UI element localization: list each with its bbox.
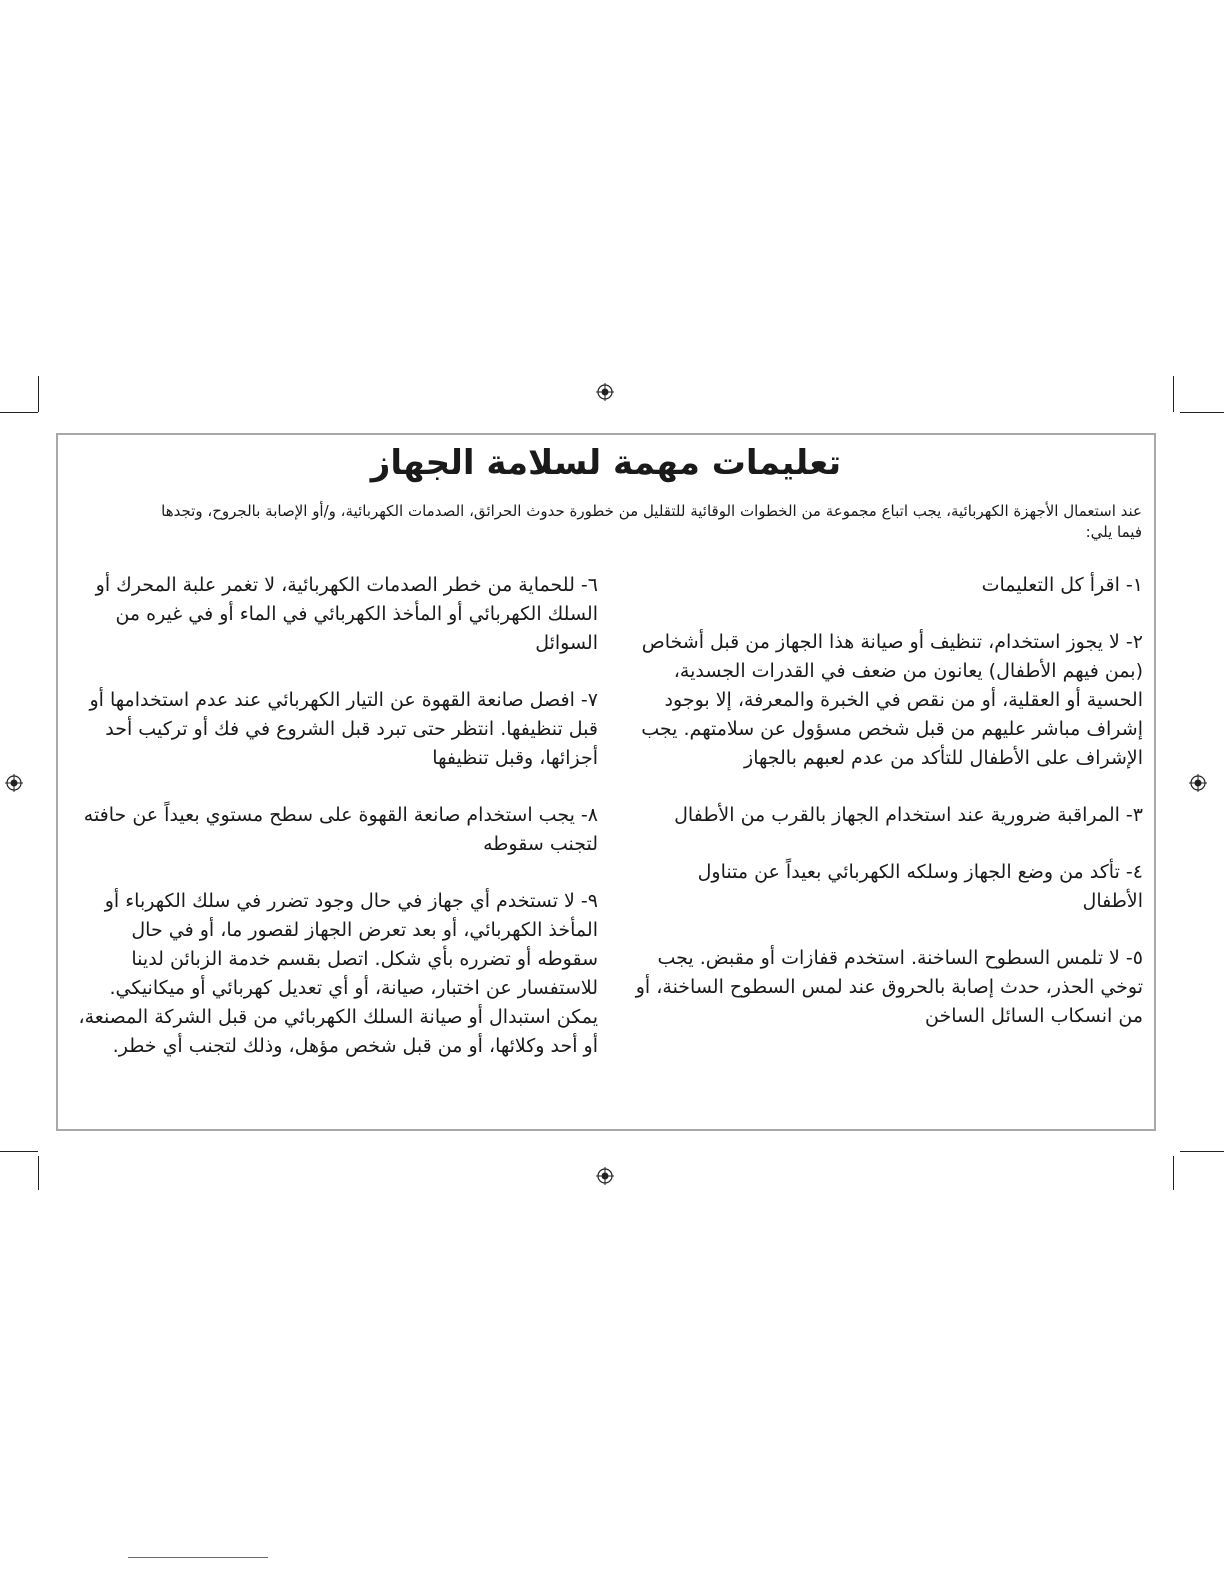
instruction-item: ٤- تأكد من وضع الجهاز وسلكه الكهربائي بعيداً عن متناول الأطفال — [697, 861, 1143, 912]
safety-instructions-panel — [56, 433, 1156, 1131]
instructions-column-left — [78, 571, 598, 1061]
registration-mark-icon — [5, 774, 23, 792]
instruction-item: ٨- يجب استخدام صانعة القهوة على سطح مستوي بعيداً عن حافته لتجنب سقوطه — [83, 804, 598, 855]
instruction-item: ٢- لا يجوز استخدام، تنظيف أو صيانة هذا الجهاز من قبل أشخاص (بمن فيهم الأطفال) يعانون من ضعف في القدرات الجسدية، الحسية أو العقلية، أو من نقص في الخبرة والمعرفة، إلا بوجود إشراف مباشر عليهم من قبل شخص مسؤول عن سلامتهم. يجب الإشراف على الأطفال للتأكد من عدم لعبهم بالجهاز — [641, 631, 1143, 769]
instruction-item: ٧- افصل صانعة القهوة عن التيار الكهربائي عند عدم استخدامها أو قبل تنظيفها. انتظر حتى تبرد قبل الشروع في فك أو تركيب أحد أجزائها، وقبل تنظيفها — [89, 689, 598, 769]
crop-mark — [0, 1151, 38, 1152]
instructions-column-right — [633, 571, 1143, 1031]
crop-mark — [38, 1156, 39, 1190]
footer-rule — [128, 1557, 268, 1558]
crop-mark — [1180, 1151, 1224, 1152]
registration-mark-icon — [596, 1167, 614, 1185]
instruction-item: ١- اقرأ كل التعليمات — [981, 574, 1143, 596]
crop-mark — [38, 376, 39, 412]
registration-mark-icon — [596, 383, 614, 401]
instruction-item: ٦- للحماية من خطر الصدمات الكهربائية، لا تغمر علبة المحرك أو السلك الكهربائي أو المأخذ الكهربائي في الماء أو في غيره من السوائل — [95, 574, 598, 654]
instruction-item: ٩- لا تستخدم أي جهاز في حال وجود تضرر في سلك الكهرباء أو المأخذ الكهربائي، أو بعد تعرض الجهاز لقصور ما، أو في حال سقوطه أو تضرره بأي شكل. اتصل بقسم خدمة الزبائن لدينا للاستفسار عن اختبار، صيانة، أو أي تعديل كهربائي أو ميكانيكي. يمكن استبدال أو صيانة السلك الكهربائي من قبل الشركة المصنعة، أو أحد وكلائها، أو من قبل شخص مؤهل، وذلك لتجنب أي خطر. — [78, 890, 598, 1057]
crop-mark — [1173, 376, 1174, 412]
intro-paragraph: عند استعمال الأجهزة الكهربائية، يجب اتباع مجموعة من الخطوات الوقائية للتقليل من خطورة حدوث الحرائق، الصدمات الكهربائية، و/أو الإصابة بالجروح، وتجدها فيما يلي: — [161, 502, 1142, 541]
crop-mark — [1173, 1156, 1174, 1190]
instruction-item: ٣- المراقبة ضرورية عند استخدام الجهاز بالقرب من الأطفال — [674, 804, 1143, 826]
instruction-item: ٥- لا تلمس السطوح الساخنة. استخدم قفازات أو مقبض. يجب توخي الحذر، حدث إصابة بالحروق عند لمس السطوح الساخنة، أو من انسكاب السائل الساخن — [635, 947, 1143, 1027]
crop-mark — [0, 412, 38, 413]
registration-mark-icon — [1189, 774, 1207, 792]
crop-mark — [1180, 412, 1224, 413]
page-title: تعليمات مهمة لسلامة الجهاز — [370, 443, 842, 483]
